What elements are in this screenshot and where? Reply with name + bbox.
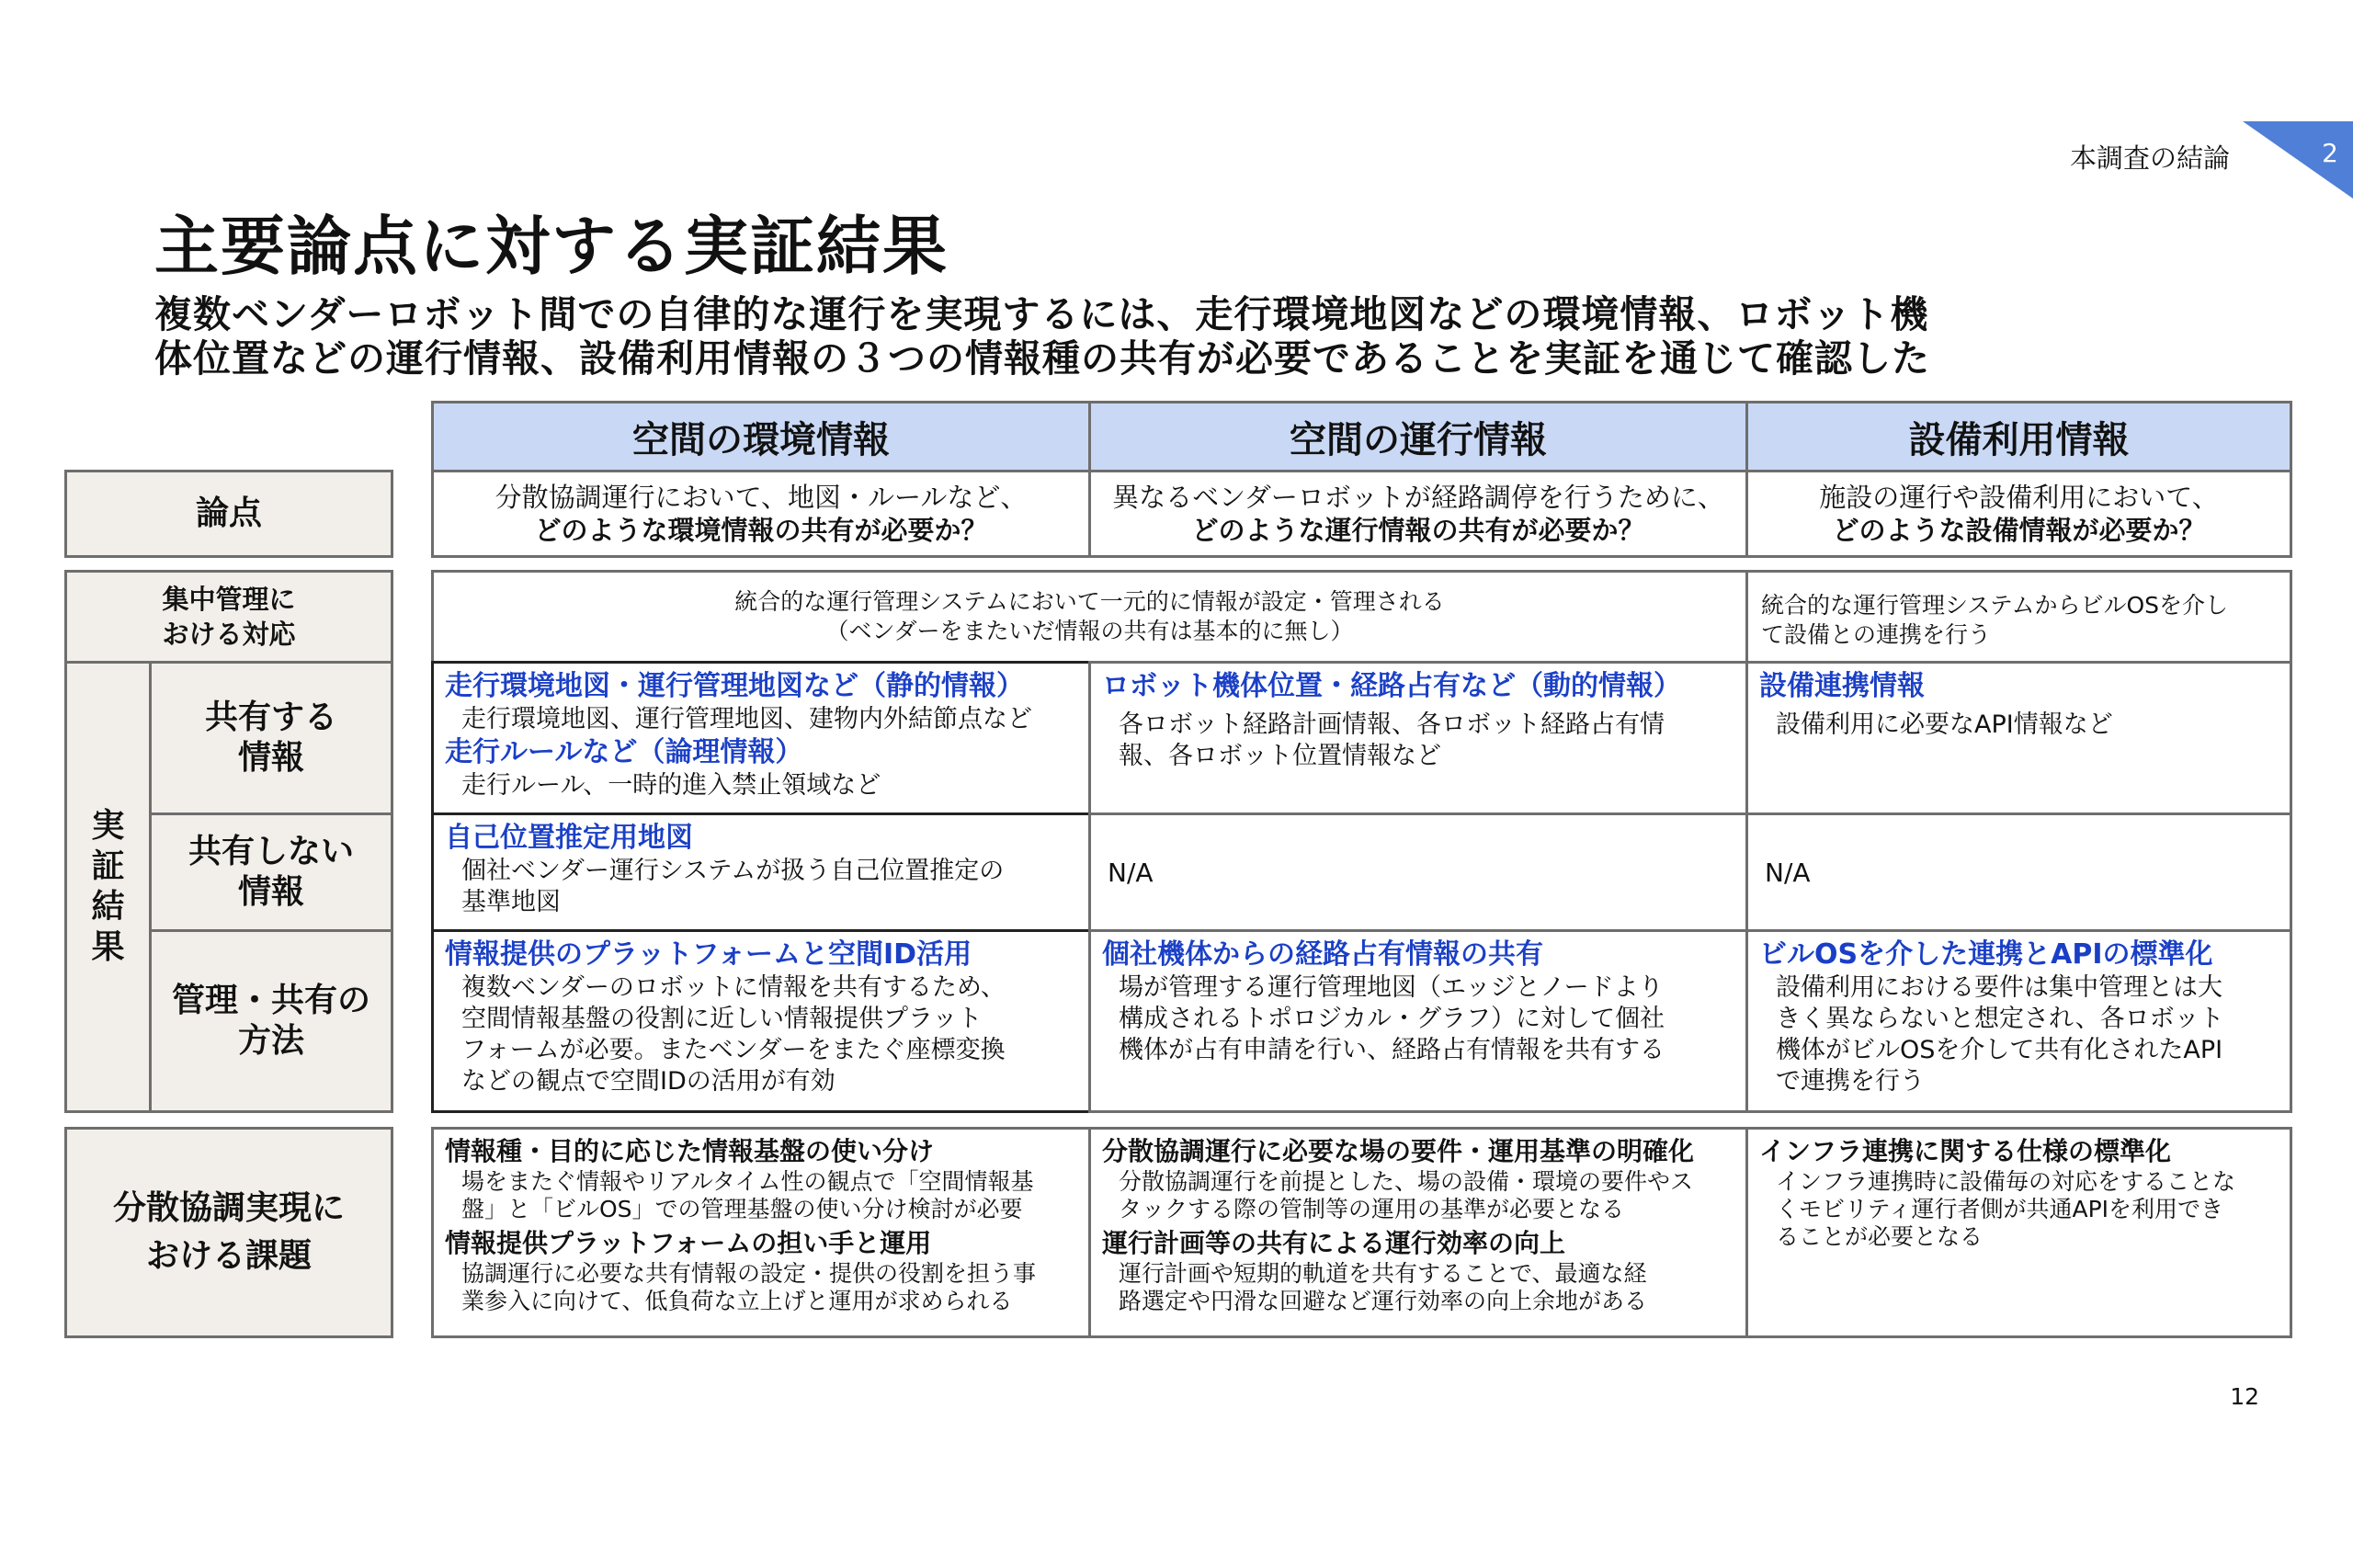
question-text: 施設の運行や設備利用において、 (1819, 482, 2219, 513)
item-title: 自己位置推定用地図 (445, 822, 693, 854)
issue-body: 分散協調運行を前提とした、場の設備・環境の要件やス (1119, 1168, 1694, 1195)
row-label-ronten: 論点 (64, 470, 393, 558)
shared-cell-facility (1745, 661, 2292, 815)
central-text: て設備との連携を行う (1761, 621, 1992, 648)
results-char: 結 (91, 888, 125, 926)
row-label-shared (149, 661, 393, 815)
central-text: 統合的な運行管理システムにおいて一元的に情報が設定・管理される (734, 588, 1445, 615)
item-body: 報、各ロボット位置情報など (1119, 742, 1441, 770)
item-title: 個社機体からの経路占有情報の共有 (1102, 938, 1543, 971)
row-label-issues (64, 1127, 393, 1338)
column-header-environment: 空間の環境情報 (431, 401, 1091, 472)
item-body: 個社ベンダー運行システムが扱う自己位置推定の (461, 857, 1005, 885)
issue-body: くモビリティ運行者側が共通APIを利用でき (1776, 1196, 2224, 1222)
central-text: （ベンダーをまたいだ情報の共有は基本的に無し） (825, 618, 1354, 644)
not-shared-cell-environment (431, 812, 1091, 932)
ronten-cell-environment (431, 470, 1091, 558)
page-title: 主要論点に対する実証結果 (154, 209, 949, 284)
page-number: 12 (2230, 1383, 2259, 1410)
shared-cell-environment (431, 661, 1091, 815)
issue-title: 情報提供プラットフォームの担い手と運用 (445, 1228, 932, 1258)
issue-title: 運行計画等の共有による運行効率の向上 (1102, 1228, 1566, 1258)
item-title: 走行ルールなど（論理情報） (445, 736, 803, 768)
item-body: 場が管理する運行管理地図（エッジとノードより (1119, 973, 1664, 1002)
lead-line-1: 複数ベンダーロボット間での自律的な運行を実現するには、走行環境地図などの環境情報、ロボット機 (154, 292, 1929, 336)
issues-cell-operation (1088, 1127, 1748, 1338)
item-body: 構成されるトポロジカル・グラフ）に対して個社 (1119, 1005, 1665, 1033)
label-line: 共有する (204, 699, 337, 736)
issue-title: 分散協調運行に必要な場の要件・運用基準の明確化 (1102, 1136, 1695, 1166)
item-title: 情報提供のプラットフォームと空間ID活用 (445, 938, 972, 971)
question-text: 分散協調運行において、地図・ルールなど、 (494, 482, 1028, 513)
item-body: で連携を行う (1776, 1067, 1925, 1096)
central-cell-facility (1745, 570, 2292, 664)
column-header-operation: 空間の運行情報 (1088, 401, 1748, 472)
row-label-results (64, 661, 152, 1113)
label-line: おける対応 (162, 619, 296, 650)
results-char: 証 (91, 847, 125, 885)
label-line: おける課題 (145, 1237, 312, 1275)
issue-body: 場をまたぐ情報やリアルタイム性の観点で「空間情報基 (461, 1168, 1034, 1195)
item-body: 機体がビルOSを介して共有化されたAPI (1776, 1036, 2223, 1064)
label-line: 情報 (237, 873, 304, 911)
item-body: などの観点で空間IDの活用が有効 (461, 1067, 835, 1096)
issue-body: インフラ連携時に設備毎の対応をすることな (1776, 1168, 2236, 1195)
item-body: 走行環境地図、運行管理地図、建物内外結節点など (461, 705, 1032, 733)
item-body: 設備利用における要件は集中管理とは大 (1776, 973, 2222, 1002)
item-body: フォームが必要。またベンダーをまたぐ座標変換 (461, 1036, 1006, 1064)
shared-cell-operation (1088, 661, 1748, 815)
question-bold: どのような設備情報が必要か？ (1832, 515, 2206, 546)
issue-body: ることが必要となる (1776, 1223, 1984, 1250)
results-char: 実 (91, 807, 125, 845)
method-cell-operation (1088, 929, 1748, 1113)
item-body: 設備利用に必要なAPI情報など (1776, 710, 2113, 739)
item-body: 走行ルール、一時的進入禁止領域など (461, 771, 881, 800)
item-body: きく異ならないと想定され、各ロボット (1776, 1005, 2224, 1033)
lead-line-2: 体位置などの運行情報、設備利用情報の３つの情報種の共有が必要であることを実証を通じて確認した (154, 336, 1930, 381)
lead-text (154, 292, 2232, 381)
column-header-facility: 設備利用情報 (1745, 401, 2292, 472)
central-text: 統合的な運行管理システムからビルOSを介し (1761, 592, 2229, 619)
question-bold: どのような環境情報の共有が必要か？ (534, 515, 988, 546)
item-title: 設備連携情報 (1759, 670, 1925, 702)
issue-body: 運行計画や短期的軌道を共有することで、最適な経 (1119, 1260, 1647, 1287)
ronten-cell-facility (1745, 470, 2292, 558)
issue-body: タックする際の管制等の運用の基準が必要となる (1119, 1196, 1625, 1222)
section-number: 2 (2322, 138, 2338, 168)
not-shared-cell-facility: N/A (1745, 812, 2292, 932)
label-line: 方法 (237, 1022, 304, 1060)
issue-body: 業参入に向けて、低負荷な立上げと運用が求められる (461, 1288, 1013, 1314)
item-body: 各ロボット経路計画情報、各ロボット経路占有情 (1119, 710, 1665, 739)
results-char: 果 (91, 928, 125, 966)
issue-body: 協調運行に必要な共有情報の設定・提供の役割を担う事 (461, 1260, 1037, 1287)
label-line: 共有しない (188, 833, 354, 870)
label-line: 情報 (237, 739, 304, 777)
item-title: 走行環境地図・運行管理地図など（静的情報） (445, 670, 1024, 702)
issue-body: 盤」と「ビルOS」での管理基盤の使い分け検討が必要 (461, 1196, 1023, 1222)
method-cell-environment (431, 929, 1091, 1113)
label-line: 集中管理に (162, 584, 296, 615)
issue-title: 情報種・目的に応じた情報基盤の使い分け (445, 1136, 935, 1166)
label-line: 分散協調実現に (112, 1189, 345, 1227)
item-body: 基準地図 (461, 888, 561, 916)
not-shared-cell-operation: N/A (1088, 812, 1748, 932)
ronten-cell-operation (1088, 470, 1748, 558)
issues-cell-facility (1745, 1127, 2292, 1338)
row-label-central (64, 570, 393, 664)
row-label-not-shared (149, 812, 393, 932)
question-bold: どのような運行情報の共有が必要か？ (1191, 515, 1645, 546)
issue-body: 路選定や円滑な回避など運行効率の向上余地がある (1119, 1288, 1648, 1314)
item-title: ロボット機体位置・経路占有など（動的情報） (1102, 670, 1681, 702)
item-body: 空間情報基盤の役割に近しい情報提供プラット (461, 1005, 983, 1033)
issue-title: インフラ連携に関する仕様の標準化 (1759, 1136, 2172, 1166)
question-text: 異なるベンダーロボットが経路調停を行うために、 (1112, 482, 1724, 513)
method-cell-facility (1745, 929, 2292, 1113)
issues-cell-environment (431, 1127, 1091, 1338)
label-line: 管理・共有の (171, 982, 370, 1019)
item-body: 複数ベンダーのロボットに情報を共有するため、 (461, 973, 1006, 1002)
item-body: 機体が占有申請を行い、経路占有情報を共有する (1119, 1036, 1665, 1064)
row-label-method (149, 929, 393, 1113)
section-label: 本調査の結論 (2069, 142, 2230, 174)
central-cell-shared (431, 570, 1748, 664)
item-title: ビルOSを介した連携とAPIの標準化 (1759, 938, 2213, 971)
